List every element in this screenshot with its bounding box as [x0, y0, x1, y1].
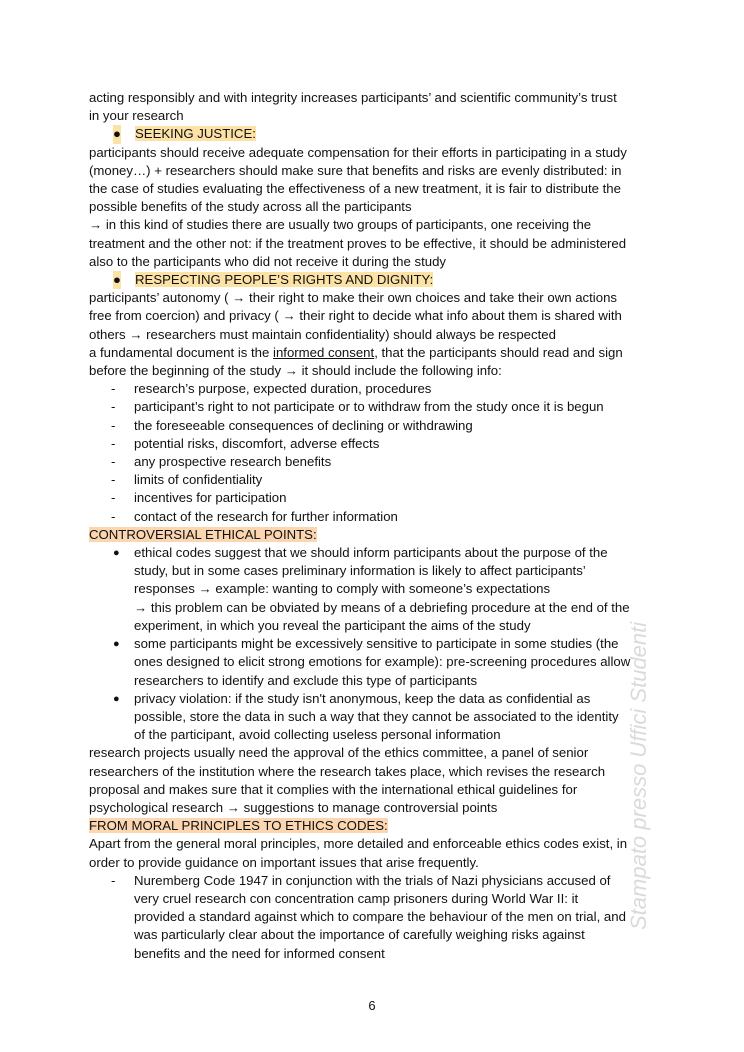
list-item: [89, 453, 655, 471]
text-line: privacy violation: if the study isn't anonymous, keep the data as confidential as: [134, 690, 591, 706]
list-item: [89, 380, 655, 398]
list-item: [89, 635, 655, 690]
text-line: research projects usually need the approval of the ethics committee, a panel of senior: [89, 745, 589, 761]
codes-heading: [89, 817, 655, 835]
bullet-icon: ●: [113, 271, 121, 289]
consent-post: , that the participants should read and sign: [374, 344, 623, 360]
text-line: participants’ autonomy ( → their right to make their own choices and take their own actions: [89, 290, 618, 306]
text-line: was particularly clear about the importance of carefully weighing risks against: [134, 927, 585, 943]
list-item: [89, 544, 655, 635]
text-line: of the participant, avoid collecting useless personal information: [134, 727, 501, 743]
dash-marker: -: [111, 454, 116, 470]
dash-marker: -: [111, 399, 116, 415]
list-item: [89, 489, 655, 507]
codes-paragraph: [89, 835, 655, 871]
text-line: others → researchers must maintain confidentiality) should always be respected: [89, 326, 556, 342]
text-line: before the beginning of the study → it should include the following info:: [89, 363, 502, 379]
ethics-committee-paragraph: [89, 744, 655, 817]
text-line: → in this kind of studies there are usually two groups of participants, one receiving the: [89, 217, 592, 233]
list-item-text: any prospective research benefits: [134, 454, 332, 470]
text-line: (money…) + researchers should make sure that benefits and risks are evenly distributed: in: [89, 162, 622, 178]
bullet-icon: ●: [113, 692, 120, 705]
rights-paragraph: [89, 289, 655, 380]
text-line: possible, store the data in such a way that they cannot be associated to the identity: [134, 708, 619, 724]
text-line: experiment, in which you reveal the participant the aims of the study: [134, 617, 531, 633]
text-line: the case of studies evaluating the effectiveness of a new treatment, it is fair to distribute the: [89, 181, 621, 197]
text-line: possible benefits of the study across all the participants: [89, 199, 412, 215]
list-item: [89, 417, 655, 435]
informed-consent-term: informed consent: [273, 344, 375, 360]
controversial-heading: [89, 526, 655, 544]
list-item: [89, 508, 655, 526]
dash-marker: -: [111, 472, 116, 488]
rights-heading: [89, 271, 655, 289]
text-line: treatment and the other not: if the treatment proves to be effective, it should be administered: [89, 235, 627, 251]
justice-heading: [89, 125, 655, 143]
intro-paragraph: [89, 89, 655, 125]
text-line: researchers to identify and exclude this type of participants: [134, 672, 478, 688]
consent-line: [89, 344, 655, 362]
text-line: researchers of the institution where the research takes place, which revises the research: [89, 763, 606, 779]
justice-paragraph: [89, 144, 655, 271]
heading-text: SEEKING JUSTICE:: [135, 126, 256, 142]
text-line: ethical codes suggest that we should inform participants about the purpose of the: [134, 545, 608, 561]
controversial-list: [89, 544, 655, 744]
text-line: → this problem can be obviated by means of a debriefing procedure at the end of the: [134, 599, 630, 615]
text-line: psychological research → suggestions to manage controversial points: [89, 799, 498, 815]
list-item: [89, 690, 655, 745]
list-item: [89, 398, 655, 416]
text-line: participants should receive adequate compensation for their efforts in participating in a study: [89, 144, 627, 160]
text-line: study, but in some cases preliminary information is likely to affect participants’: [134, 563, 586, 579]
consent-items-list: [89, 380, 655, 526]
text-line: free from coercion) and privacy ( → their right to decide what info about them is shared with: [89, 308, 622, 324]
list-item: [89, 471, 655, 489]
dash-marker: -: [111, 508, 116, 524]
text-line: very cruel research con concentration camp prisoners during World War II: it: [134, 890, 579, 906]
list-item-text: incentives for participation: [134, 490, 287, 506]
list-item-text: potential risks, discomfort, adverse effects: [134, 435, 380, 451]
text-line: benefits and the need for informed consent: [134, 945, 385, 961]
heading-text: FROM MORAL PRINCIPLES TO ETHICS CODES:: [89, 818, 388, 834]
dash-marker: -: [111, 381, 116, 397]
heading-text: CONTROVERSIAL ETHICAL POINTS:: [89, 526, 317, 542]
text-line: some participants might be excessively sensitive to participate in some studies (the: [134, 636, 619, 652]
list-item: [89, 435, 655, 453]
text-line: responses → example: wanting to comply with someone’s expectations: [134, 581, 551, 597]
text-line: Nuremberg Code 1947 in conjunction with the trials of Nazi physicians accused of: [134, 872, 611, 888]
text-line: also to the participants who did not receive it during the study: [89, 253, 447, 269]
list-item: [89, 872, 655, 963]
list-item-text: the foreseeable consequences of declining or withdrawing: [134, 417, 473, 433]
text-line: in your research: [89, 108, 184, 124]
list-item-text: research’s purpose, expected duration, procedures: [134, 381, 432, 397]
text-line: Apart from the general moral principles, more detailed and enforceable ethics codes exist, in: [89, 836, 628, 852]
heading-text: RESPECTING PEOPLE’S RIGHTS AND DIGNITY:: [135, 272, 434, 288]
codes-list: [89, 872, 655, 963]
watermark: Stampato presso Uffici Studenti: [626, 621, 651, 930]
text-line: proposal and makes sure that it complies with the international ethical guidelines for: [89, 781, 578, 797]
text-line: order to provide guidance on important issues that arise frequently.: [89, 854, 479, 870]
list-item-text: contact of the research for further information: [134, 508, 398, 524]
list-item-text: participant’s right to not participate or to withdraw from the study once it is begun: [134, 399, 604, 415]
dash-marker: -: [111, 872, 116, 888]
consent-pre: a fundamental document is the: [89, 344, 274, 360]
dash-marker: -: [111, 435, 116, 451]
text-line: ones designed to elicit strong emotions for example): pre-screening procedures allow: [134, 654, 631, 670]
text-line: provided a standard against which to compare the behaviour of the men on trial, and: [134, 909, 626, 925]
bullet-icon: ●: [113, 547, 120, 560]
page-content: [89, 89, 655, 963]
list-item-text: limits of confidentiality: [134, 472, 263, 488]
dash-marker: -: [111, 490, 116, 506]
bullet-icon: ●: [113, 125, 121, 143]
page-number: 6: [368, 998, 376, 1013]
dash-marker: -: [111, 417, 116, 433]
text-line: acting responsibly and with integrity increases participants’ and scientific community’s trust: [89, 90, 617, 105]
bullet-icon: ●: [113, 638, 120, 651]
